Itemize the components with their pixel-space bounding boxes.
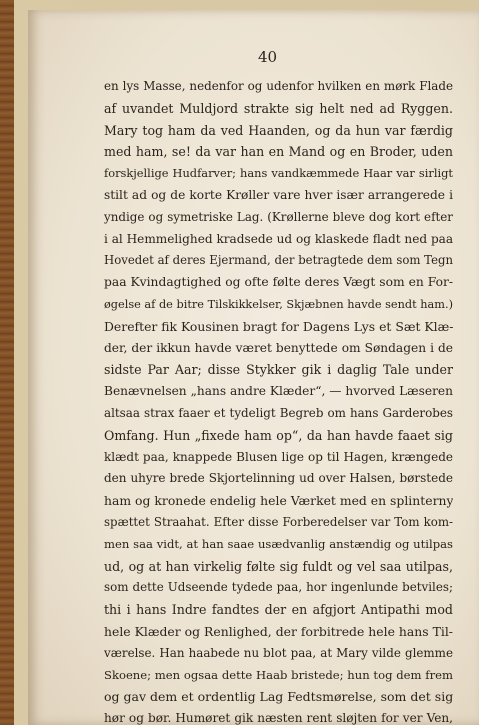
- text-line: Omfang. Hun „fixede ham op“, da han havde faaet sig: [104, 427, 453, 443]
- text-line: sidste Par Aar; disse Stykker gik i daglig Tale under: [104, 362, 453, 378]
- text-line: der, der ikkun havde været benyttede om Søndagen i de: [104, 340, 453, 355]
- text-line: stilt ad og de korte Krøller vare hver især arrangerede i: [104, 187, 453, 202]
- text-line: som dette Udseende tydede paa, hor ingenlunde betviles;: [104, 580, 453, 595]
- text-line: Skoene; men ogsaa dette Haab bristede; hun tog dem frem: [104, 667, 453, 682]
- text-line: øgelse af de bitre Tilskikkelser, Skjæbnen havde sendt ham.): [104, 297, 453, 311]
- text-line: altsaa strax faaer et tydeligt Begreb om hans Garderobes: [104, 405, 453, 420]
- text-line: i al Hemmelighed kradsede ud og klaskede fladt ned paa: [104, 231, 453, 246]
- text-line: forskjellige Hudfarver; hans vandkæmmede Haar var sirligt: [104, 166, 453, 181]
- text-line: og gav dem et ordentlig Lag Fedtsmørelse, som det sig: [104, 689, 453, 705]
- text-line: Mary tog ham da ved Haanden, og da hun var færdig: [104, 122, 453, 138]
- text-line: Hovedet af deres Ejermand, der betragtede dem som Tegn: [104, 253, 453, 268]
- text-line: yndige og symetriske Lag. (Krøllerne bleve dog kort efter: [104, 209, 453, 224]
- text-line: men saa vidt, at han saae usædvanlig anstændig og utilpas: [104, 536, 453, 551]
- text-line: Derefter fik Kousinen bragt for Dagens Lys et Sæt Klæ-: [104, 318, 453, 334]
- page-text: [104, 76, 453, 725]
- text-line: den uhyre brede Skjortelinning ud over Halsen, børstede: [104, 471, 453, 486]
- book-binding: [0, 0, 14, 725]
- text-line: klædt paa, knappede Blusen lige op til Hagen, krængede: [104, 449, 453, 464]
- text-line: spættet Straahat. Efter disse Forberedelser var Tom kom-: [104, 514, 453, 529]
- text-line: med ham, se! da var han en Mand og en Broder, uden: [104, 144, 453, 160]
- text-line: Benævnelsen „hans andre Klæder“, — hvorved Læseren: [104, 384, 453, 399]
- text-line: ud, og at han virkelig følte sig fuldt og vel saa utilpas,: [104, 558, 453, 574]
- text-line: hør og bør. Humøret gik næsten rent sløjten for ver Ven,: [104, 711, 453, 725]
- text-line: hele Klæder og Renlighed, der forbitrede hele hans Til-: [104, 623, 453, 639]
- text-line: ham og kronede endelig hele Værket med en splinterny: [104, 493, 453, 509]
- text-line: en lys Masse, nedenfor og udenfor hvilken en mørk Flade: [104, 79, 453, 93]
- text-line: paa Kvindagtighed og ofte følte deres Vægt som en For-: [104, 275, 453, 290]
- text-line: af uvandet Muldjord strakte sig helt ned ad Ryggen.: [104, 100, 453, 116]
- page-number: 40: [257, 48, 278, 66]
- text-line: værelse. Han haabede nu blot paa, at Mary vilde glemme: [104, 645, 453, 660]
- text-line: thi i hans Indre fandtes der en afgjort Antipathi mod: [104, 602, 453, 618]
